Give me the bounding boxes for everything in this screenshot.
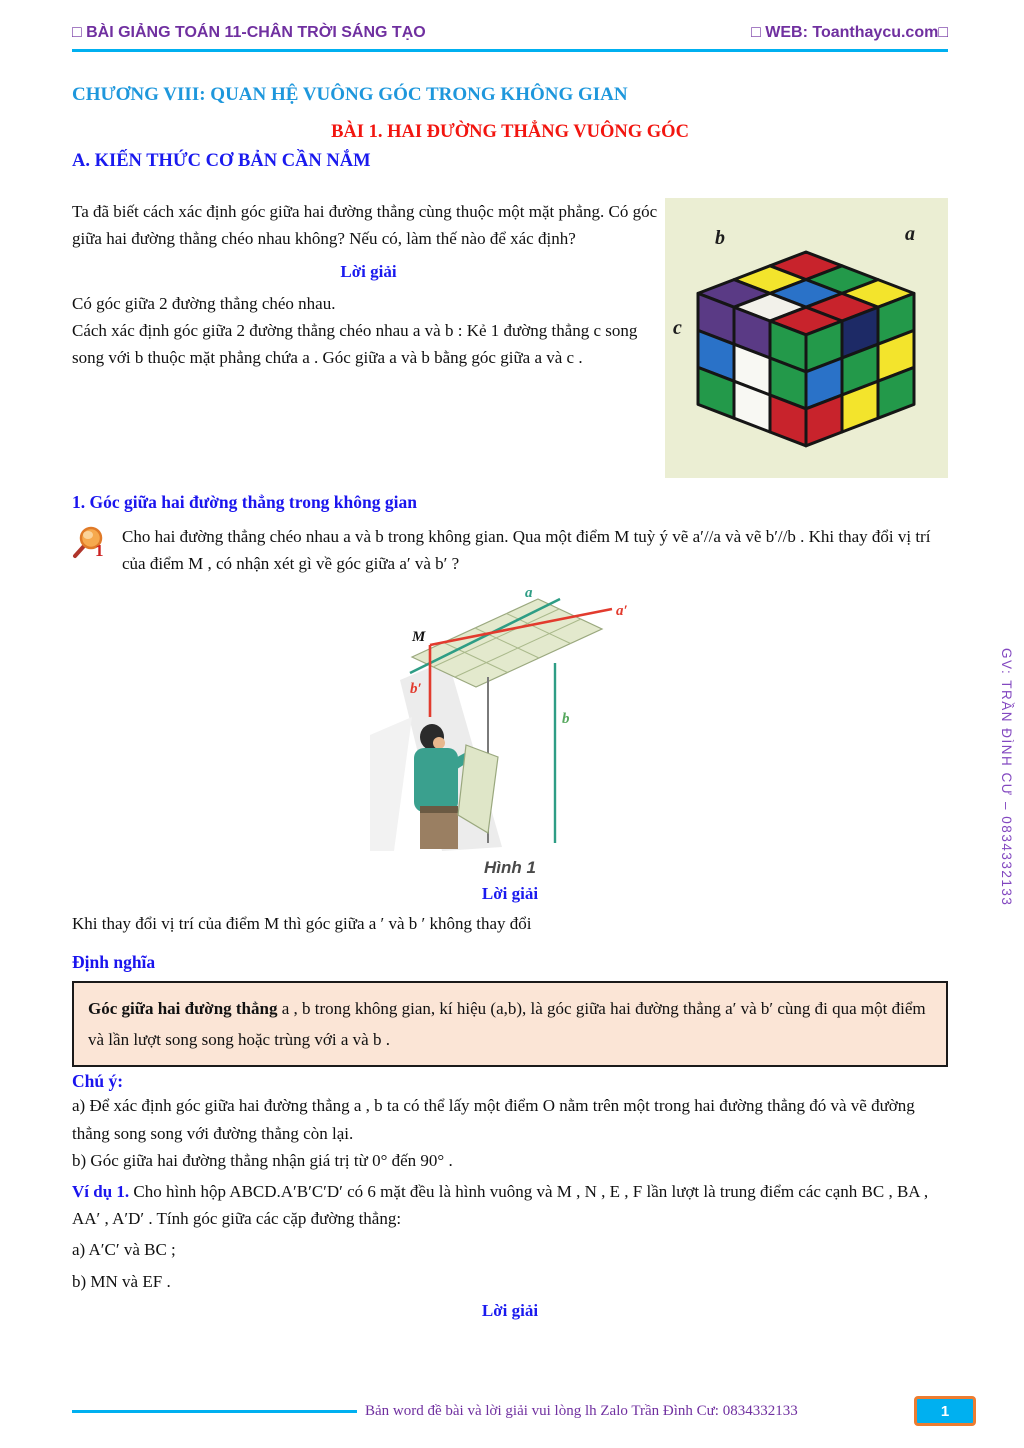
figure-label-a-prime: a′: [616, 603, 628, 620]
example-item-a: a) A′C′ và BC ;: [72, 1240, 176, 1260]
section1-heading: 1. Góc giữa hai đường thẳng trong không gian: [72, 492, 417, 512]
teacher-credit-vertical: GV: TRẦN ĐÌNH CƯ – 0834332133: [999, 648, 1014, 907]
definition-heading: Định nghĩa: [72, 951, 156, 972]
chapter-title: CHƯƠNG VIII: QUAN HỆ VUÔNG GÓC TRONG KHÔNG GIAN: [72, 84, 628, 105]
intro-answer-2: Cách xác định góc giữa 2 đường thẳng chéo nhau a và b : Kẻ 1 đường thẳng c song song với b thuộc mặt phẳng chứa a . Góc giữa a và b bằng góc giữa a và c .: [72, 320, 638, 367]
figure-hinh-1-svg: [370, 585, 650, 853]
header-left-title: □ BÀI GIẢNG TOÁN 11-CHÂN TRỜI SÁNG TẠO: [72, 24, 426, 41]
page-header: [72, 24, 948, 52]
figure-label-M: M: [412, 629, 426, 646]
footer-rule: [72, 1410, 357, 1413]
cube-label-a: a: [905, 223, 915, 245]
header-right-website: □ WEB: Toanthaycu.com□: [751, 24, 948, 41]
activity-paragraph: [72, 523, 948, 577]
intro-text-column: [72, 198, 665, 478]
definition-rest: a , b trong không gian, kí hiệu (a,b), là góc giữa hai đường thẳng a′ và b′ cùng đi qua một điểm và lần lượt song song hoặc trùng với a và b .: [88, 998, 926, 1049]
loigiai-heading: Lời giải: [340, 262, 397, 282]
figure-label-a: a: [525, 585, 533, 602]
example-item-b: b) MN và EF .: [72, 1271, 171, 1291]
intro-paragraph: Ta đã biết cách xác định góc giữa hai đường thẳng cùng thuộc một mặt phẳng. Có góc giữa hai đường thẳng chéo nhau không? Nếu có, làm thế nào để xác định?: [72, 202, 658, 249]
footer-note: Bản word đề bài và lời giải vui lòng lh Zalo Trần Đình Cư: 0834332133: [365, 1402, 798, 1419]
rubiks-cube-image: [665, 198, 948, 478]
intro-answer-1: Có góc giữa 2 đường thẳng chéo nhau.: [72, 293, 336, 313]
page-footer: [72, 1396, 976, 1426]
section1-answer: Khi thay đổi vị trí của điểm M thì góc giữa a ′ và b ′ không thay đổi: [72, 914, 532, 934]
figure-caption: Hình 1: [484, 858, 536, 878]
cube-label-b: b: [715, 227, 725, 249]
activity-text: Cho hai đường thẳng chéo nhau a và b trong không gian. Qua một điểm M tuỳ ý vẽ a′//a và vẽ b′//b . Khi thay đổi vị trí của điểm M , có nhận xét gì về góc giữa a′ và b′ ?: [122, 527, 931, 574]
example-1: [72, 1178, 948, 1232]
section-a-title: A. KIẾN THỨC CƠ BẢN CẦN NẮM: [72, 151, 371, 171]
magnifier-1-icon: [72, 525, 112, 561]
figure-label-b-prime: b′: [410, 681, 422, 698]
note-item-b: b) Góc giữa hai đường thẳng nhận giá trị từ 0° đến 90° .: [72, 1150, 453, 1170]
loigiai-heading: Lời giải: [481, 1300, 539, 1320]
cube-label-c: c: [673, 317, 682, 339]
definition-box: [72, 981, 948, 1068]
figure-label-b: b: [562, 711, 570, 728]
example-1-label: Ví dụ 1.: [72, 1182, 130, 1201]
shadow-shape: [370, 717, 412, 851]
loigiai-heading: Lời giải: [481, 884, 539, 904]
lesson-title: BÀI 1. HAI ĐƯỜNG THẲNG VUÔNG GÓC: [331, 122, 689, 142]
note-heading: Chú ý:: [72, 1071, 124, 1092]
example-1-text: Cho hình hộp ABCD.A′B′C′D′ có 6 mặt đều là hình vuông và M , N , E , F lần lượt là trung điểm các cạnh BC , BA , AA′ , A′D′ . Tính góc giữa các cặp đường thẳng:: [72, 1182, 929, 1229]
svg-text:1: 1: [95, 541, 104, 560]
page-number-badge: 1: [914, 1396, 976, 1426]
intro-block: [72, 198, 948, 478]
rubiks-cube-svg: [665, 198, 948, 478]
note-item-a: a) Để xác định góc giữa hai đường thẳng a , b ta có thể lấy một điểm O nằm trên một trong hai đường thẳng đó và vẽ đường thẳng song song với đường thẳng còn lại.: [72, 1096, 915, 1143]
definition-lead: Góc giữa hai đường thẳng: [88, 998, 278, 1018]
figure-hinh-1: [360, 585, 660, 878]
